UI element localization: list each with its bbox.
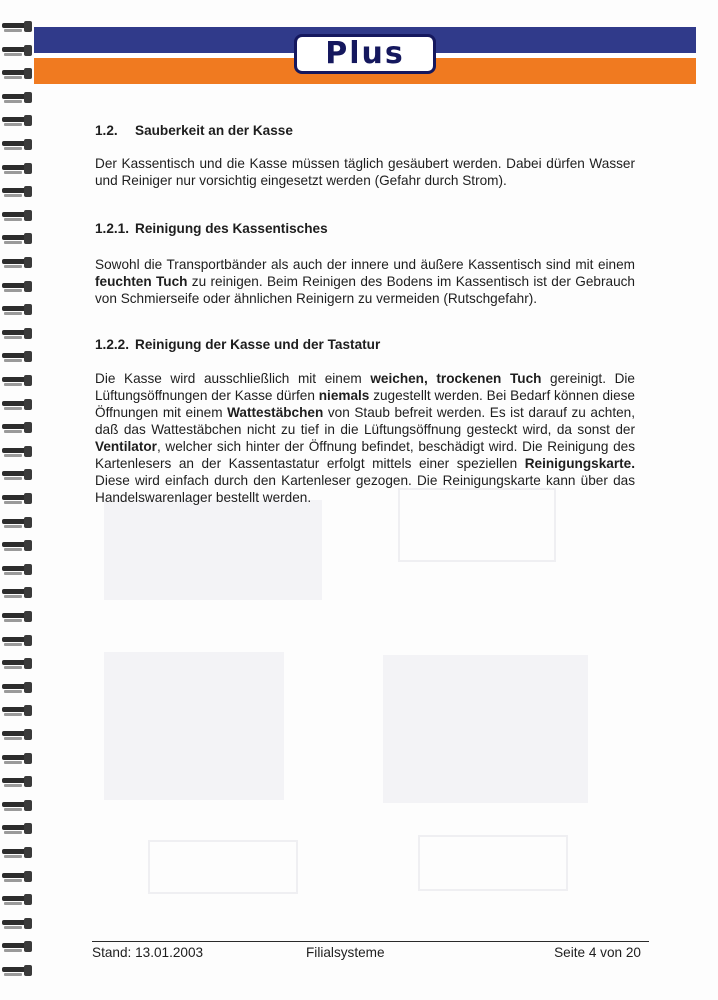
section-number: 1.2.1. [95,221,130,236]
ring-shine [4,501,22,504]
binding-ring [2,421,32,435]
ring-hole [24,705,32,716]
binding-ring [2,657,32,671]
ring-hole [24,233,32,244]
ring-hole [24,682,32,693]
emphasis-text: Wattestäbchen [227,405,324,420]
binding-ring [2,445,32,459]
section-title: Reinigung der Kasse und der Tastatur [135,337,381,352]
ring-hole [24,611,32,622]
ring-wire [2,235,26,240]
ring-shine [4,595,22,598]
ring-shine [4,477,22,480]
ring-wire [2,70,26,75]
binding-ring [2,185,32,199]
ring-shine [4,454,22,457]
ring-shine [4,430,22,433]
ring-hole [24,635,32,646]
ring-shine [4,265,22,268]
ring-wire [2,401,26,406]
binding-ring [2,256,32,270]
ring-shine [4,312,22,315]
ring-shine [4,53,22,56]
show-through-block [104,652,284,800]
binding-ring [2,468,32,482]
ring-shine [4,737,22,740]
ring-shine [4,359,22,362]
ring-shine [4,525,22,528]
ring-hole [24,375,32,386]
show-through-frame [418,835,568,891]
binding-ring [2,940,32,954]
emphasis-text: weichen, trockenen Tuch [370,371,542,386]
paragraph-text: zu reinigen. Beim Reinigen des Bodens im Kassentisch ist der Gebrauch von Schmierseife oder ähnlichen Reinigern zu vermeiden (Rutschgefahr). [95,274,635,306]
ring-hole [24,186,32,197]
binding-ring [2,822,32,836]
ring-wire [2,920,26,925]
paragraph-text: gereinigt. Die Lüftungsöffnungen der Kasse dürfen [95,371,635,403]
ring-wire [2,353,26,358]
ring-wire [2,141,26,146]
ring-shine [4,29,22,32]
ring-shine [4,643,22,646]
ring-hole [24,399,32,410]
ring-hole [24,965,32,976]
binding-ring [2,67,32,81]
ring-shine [4,383,22,386]
ring-wire [2,943,26,948]
binding-ring [2,232,32,246]
ring-shine [4,926,22,929]
logo-text: Plus [325,36,405,71]
ring-wire [2,802,26,807]
ring-wire [2,589,26,594]
emphasis-text: Reinigungskarte. [524,456,635,471]
spiral-binding-icon [0,20,36,980]
paragraph-text: , welcher sich hinter der Öffnung befindet, beschädigt wird. Die Reinigung des Kartenlesers an der Kassentastatur erfolgt mittels einer speziellen [95,439,635,471]
binding-ring [2,492,32,506]
paragraph-text: zugestellt werden. Bei Bedarf können diese Öffnungen mit einem [95,388,635,420]
ring-shine [4,713,22,716]
ring-wire [2,94,26,99]
ring-wire [2,306,26,311]
ring-hole [24,257,32,268]
binding-ring [2,634,32,648]
ring-wire [2,778,26,783]
ring-hole [24,823,32,834]
show-through-frame [148,840,298,894]
ring-wire [2,330,26,335]
ring-shine [4,855,22,858]
binding-ring [2,539,32,553]
ring-shine [4,241,22,244]
ring-hole [24,469,32,480]
footer-divider [92,941,649,942]
ring-wire [2,519,26,524]
plus-logo-icon [294,34,436,74]
section-title: Reinigung des Kassentisches [135,221,328,236]
ring-wire [2,165,26,170]
ring-shine [4,194,22,197]
ring-wire [2,967,26,972]
ring-shine [4,902,22,905]
paragraph-text: Diese wird einfach durch den Kartenleser gezogen. Die Reinigungskarte kann über das Handelswarenlager bestellt werden. [95,473,635,505]
ring-wire [2,188,26,193]
ring-hole [24,847,32,858]
binding-ring [2,563,32,577]
paragraph-text: von Staub befreit werden. Es ist darauf zu achten, daß das Wattestäbchen nicht zu tief in die Lüftungsöffnung gesteckt wird, da sonst der [95,405,635,437]
ring-wire [2,707,26,712]
ring-hole [24,753,32,764]
paragraph-text: Die Kasse wird ausschließlich mit einem [95,371,371,386]
ring-wire [2,613,26,618]
ring-wire [2,849,26,854]
ring-wire [2,637,26,642]
footer-department: Filialsysteme [306,945,385,960]
ring-hole [24,918,32,929]
ring-hole [24,540,32,551]
ring-hole [24,210,32,221]
ring-shine [4,666,22,669]
ring-hole [24,658,32,669]
ring-shine [4,690,22,693]
ring-hole [24,800,32,811]
ring-shine [4,973,22,976]
ring-hole [24,45,32,56]
binding-ring [2,728,32,742]
ring-shine [4,76,22,79]
binding-ring [2,350,32,364]
ring-shine [4,619,22,622]
ring-hole [24,776,32,787]
ring-shine [4,218,22,221]
ring-wire [2,471,26,476]
emphasis-text: feuchten Tuch [95,274,188,289]
ring-shine [4,808,22,811]
ring-hole [24,894,32,905]
binding-ring [2,303,32,317]
ring-wire [2,755,26,760]
ring-shine [4,784,22,787]
ring-hole [24,139,32,150]
section-heading [95,122,293,139]
binding-ring [2,917,32,931]
ring-hole [24,68,32,79]
ring-hole [24,587,32,598]
ring-shine [4,572,22,575]
ring-shine [4,289,22,292]
binding-ring [2,964,32,978]
binding-ring [2,752,32,766]
section-paragraph [95,256,635,307]
ring-hole [24,304,32,315]
ring-wire [2,259,26,264]
binding-ring [2,893,32,907]
binding-ring [2,91,32,105]
ring-wire [2,825,26,830]
binding-ring [2,846,32,860]
ring-wire [2,731,26,736]
ring-shine [4,949,22,952]
ring-shine [4,879,22,882]
ring-wire [2,873,26,878]
section-title: Sauberkeit an der Kasse [135,123,293,138]
binding-ring [2,138,32,152]
ring-wire [2,448,26,453]
ring-shine [4,123,22,126]
subsection-heading [95,220,328,237]
binding-ring [2,20,32,34]
ring-hole [24,351,32,362]
section-paragraph [95,370,635,506]
ring-wire [2,377,26,382]
ring-hole [24,941,32,952]
ring-wire [2,23,26,28]
binding-ring [2,799,32,813]
ring-hole [24,281,32,292]
ring-wire [2,424,26,429]
section-number: 1.2. [95,123,118,138]
ring-shine [4,171,22,174]
subsection-heading [95,336,380,353]
binding-ring [2,162,32,176]
ring-hole [24,446,32,457]
section-paragraph: Der Kassentisch und die Kasse müssen täglich gesäubert werden. Dabei dürfen Wasser und Reiniger nur vorsichtig eingesetzt werden (Gefahr durch Strom). [95,156,635,188]
ring-hole [24,328,32,339]
binding-ring [2,327,32,341]
binding-ring [2,775,32,789]
ring-wire [2,684,26,689]
ring-shine [4,147,22,150]
paragraph-text: Sowohl die Transportbänder als auch der innere und äußere Kassentisch sind mit einem [95,257,635,272]
ring-hole [24,729,32,740]
show-through-block [104,500,322,600]
ring-hole [24,92,32,103]
ring-wire [2,495,26,500]
binding-ring [2,516,32,530]
binding-ring [2,586,32,600]
binding-ring [2,870,32,884]
binding-ring [2,280,32,294]
footer-date: Stand: 13.01.2003 [92,945,204,960]
binding-ring [2,374,32,388]
ring-wire [2,117,26,122]
ring-shine [4,548,22,551]
binding-ring [2,114,32,128]
emphasis-text: niemals [318,388,370,403]
ring-wire [2,542,26,547]
ring-wire [2,212,26,217]
binding-ring [2,398,32,412]
ring-wire [2,283,26,288]
ring-shine [4,336,22,339]
binding-ring [2,209,32,223]
ring-shine [4,831,22,834]
binding-ring [2,681,32,695]
ring-hole [24,564,32,575]
emphasis-text: Ventilator [95,439,157,454]
binding-ring [2,704,32,718]
ring-hole [24,493,32,504]
show-through-block [383,655,588,803]
ring-wire [2,660,26,665]
ring-hole [24,21,32,32]
binding-ring [2,44,32,58]
ring-shine [4,761,22,764]
ring-hole [24,871,32,882]
ring-hole [24,115,32,126]
ring-hole [24,163,32,174]
footer-page-number: Seite 4 von 20 [554,945,641,960]
ring-shine [4,100,22,103]
ring-hole [24,517,32,528]
page-footer [92,945,649,963]
ring-wire [2,896,26,901]
ring-wire [2,566,26,571]
binding-ring [2,610,32,624]
ring-hole [24,422,32,433]
ring-shine [4,407,22,410]
section-number: 1.2.2. [95,337,130,352]
ring-wire [2,47,26,52]
